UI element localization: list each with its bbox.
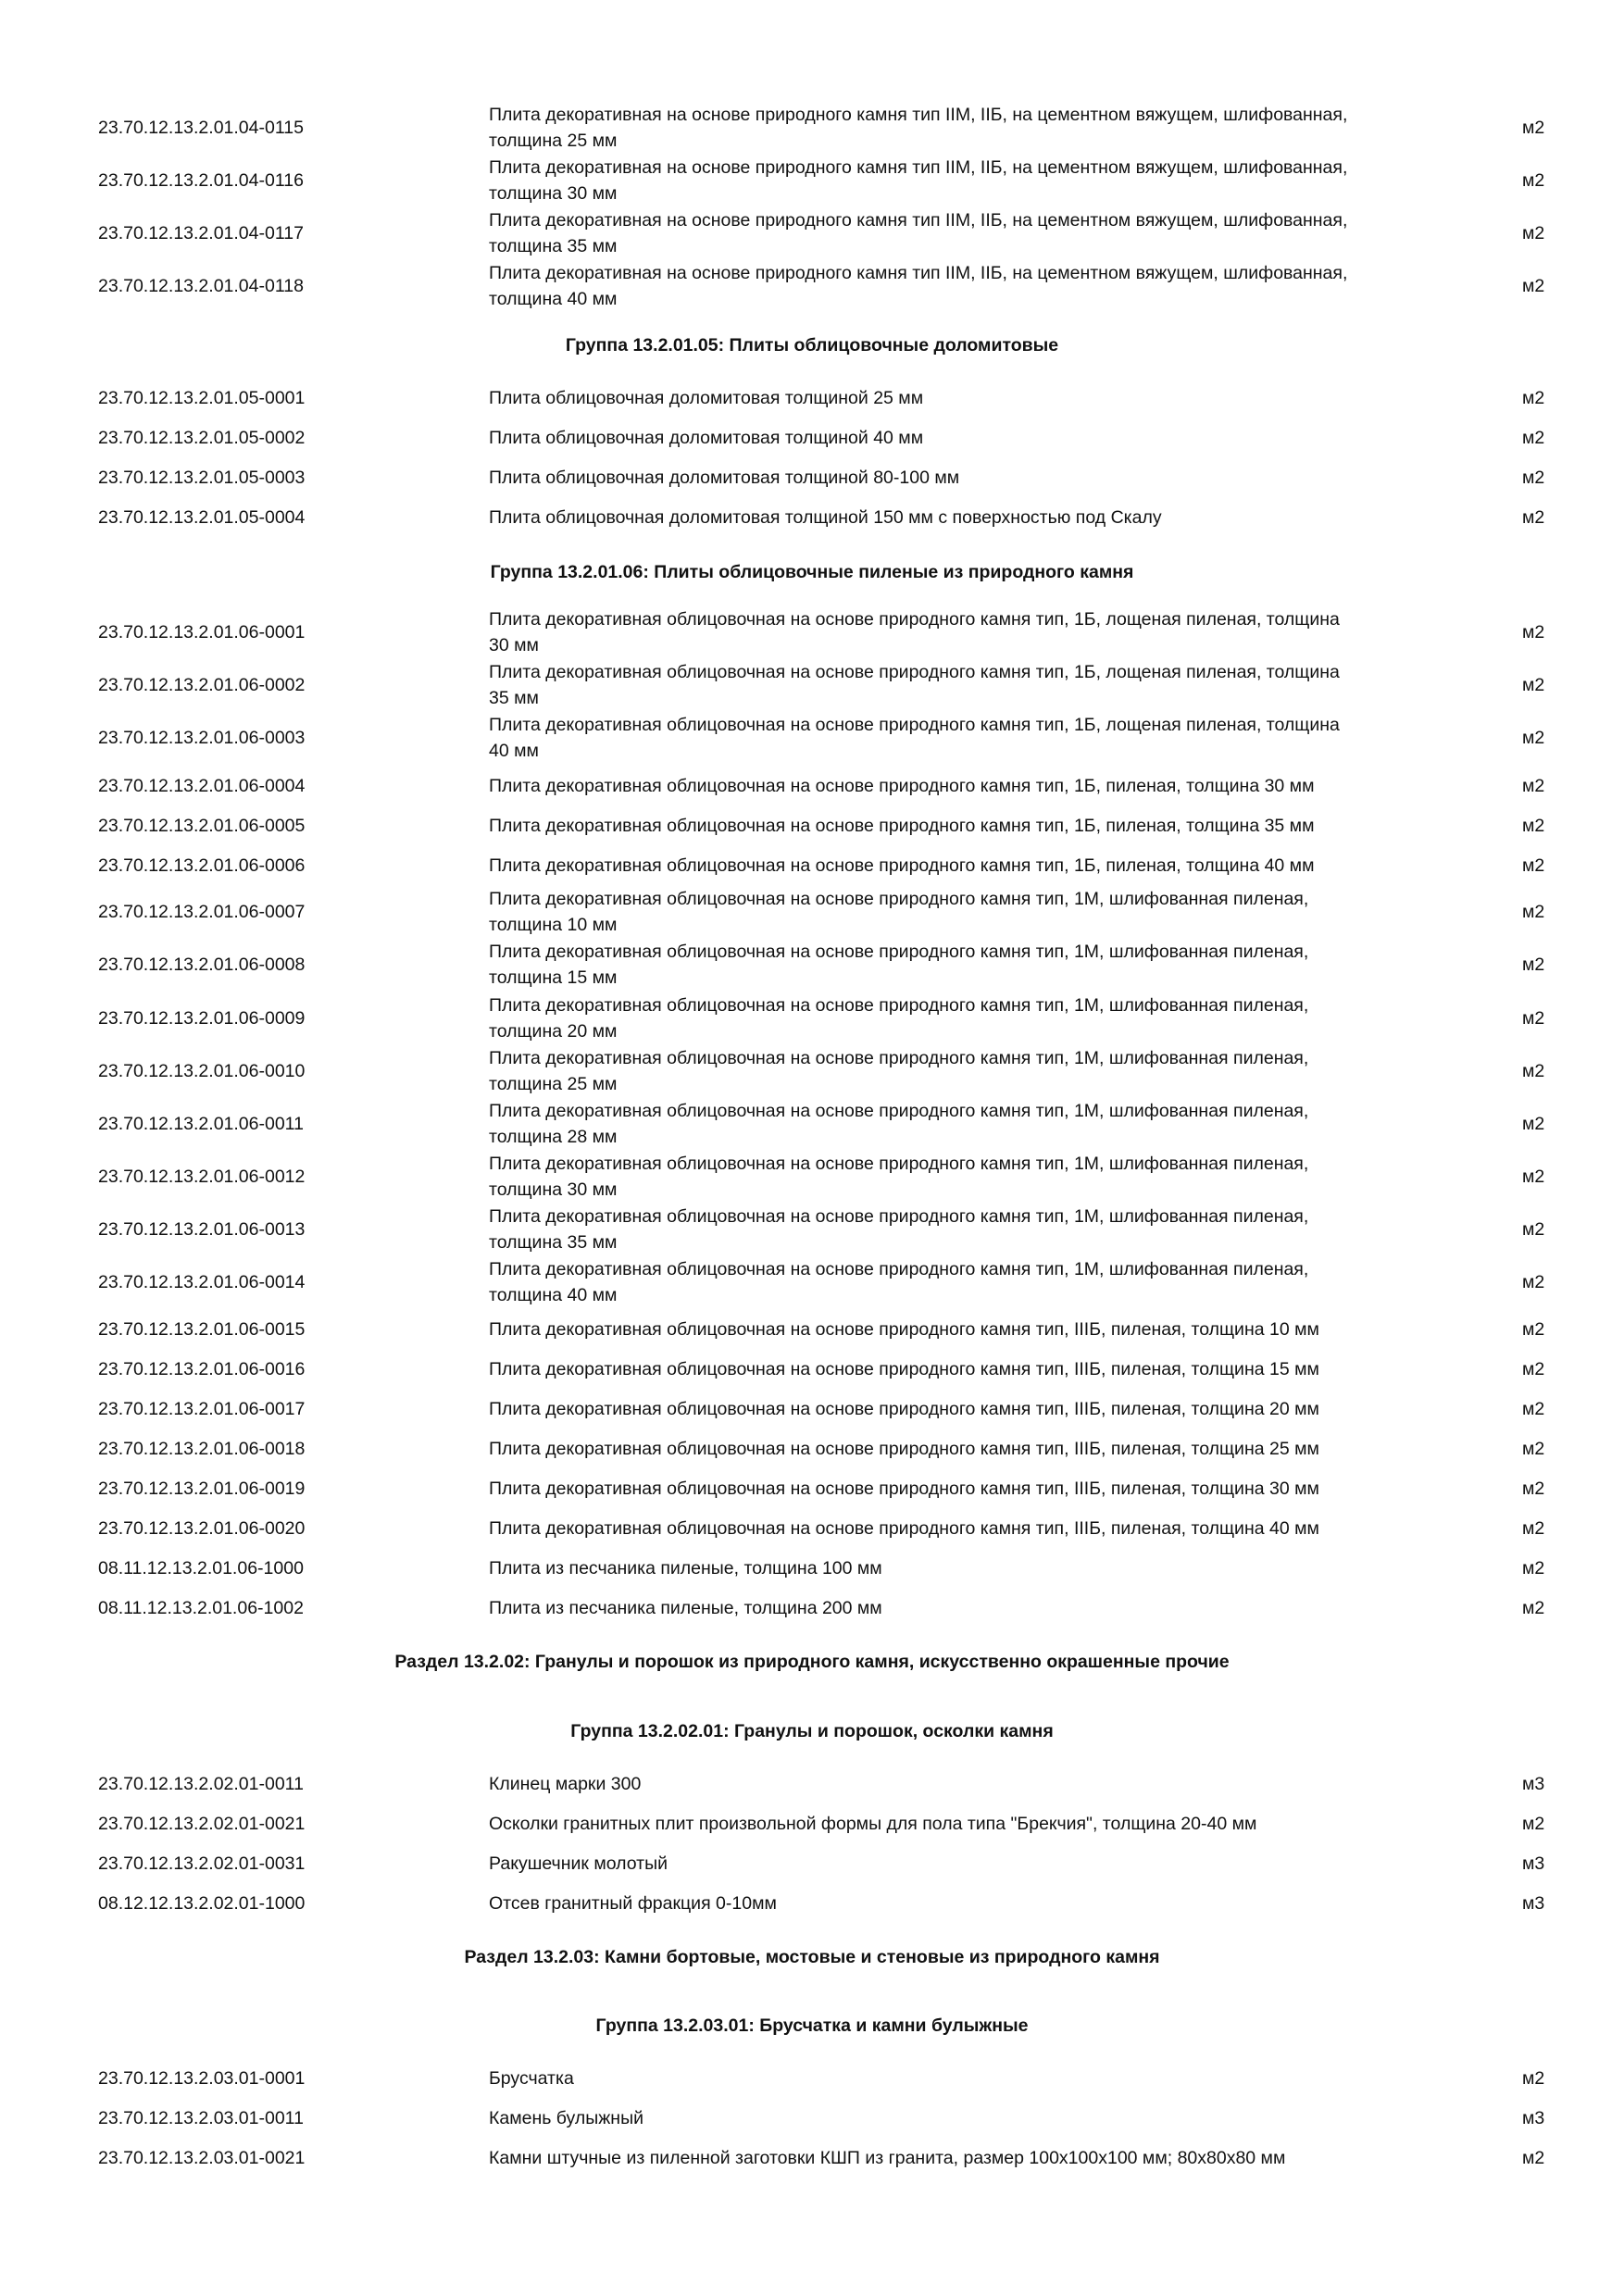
item-unit: м2 xyxy=(1522,1167,1545,1187)
item-unit: м2 xyxy=(1522,1061,1545,1081)
item-name: Осколки гранитных плит произвольной формы для пола типа "Брекчия", толщина 20-40 мм xyxy=(489,1814,1257,1834)
item-name: Плита декоративная облицовочная на основе природного камня тип, 1М, шлифованная пиленая, толщина 10 мм xyxy=(489,889,1309,935)
item-unit: м3 xyxy=(1522,1774,1545,1794)
item-unit: м2 xyxy=(1522,1114,1545,1134)
group-heading: Группа 13.2.01.06: Плиты облицовочные пиленые из природного камня xyxy=(490,562,1134,582)
item-name: Плита декоративная на основе природного камня тип IIМ, IIБ, на цементном вяжущем, шлифованная, толщина 35 мм xyxy=(489,210,1348,256)
item-code: 23.70.12.13.2.02.01-0011 xyxy=(98,1774,304,1794)
item-code: 23.70.12.13.2.01.06-0010 xyxy=(98,1061,306,1081)
item-unit: м2 xyxy=(1522,1219,1545,1240)
item-code: 23.70.12.13.2.01.05-0003 xyxy=(98,468,306,488)
item-name: Плита декоративная облицовочная на основе природного камня тип, 1Б, лощеная пиленая, толщина 35 мм xyxy=(489,662,1340,708)
item-name: Плита облицовочная доломитовая толщиной 150 мм с поверхностью под Скалу xyxy=(489,507,1162,528)
item-code: 23.70.12.13.2.01.06-0014 xyxy=(98,1272,306,1292)
item-unit: м3 xyxy=(1522,1893,1545,1914)
item-code: 23.70.12.13.2.01.06-0002 xyxy=(98,675,306,695)
item-code: 08.11.12.13.2.01.06-1000 xyxy=(98,1558,304,1578)
item-name: Плита из песчаника пиленые, толщина 100 мм xyxy=(489,1558,882,1578)
item-name: Плита декоративная на основе природного камня тип IIМ, IIБ, на цементном вяжущем, шлифованная, толщина 40 мм xyxy=(489,263,1348,309)
item-unit: м2 xyxy=(1522,170,1545,191)
item-code: 23.70.12.13.2.01.06-0015 xyxy=(98,1319,306,1340)
item-unit: м2 xyxy=(1522,855,1545,876)
item-name: Плита декоративная облицовочная на основе природного камня тип, IIIБ, пиленая, толщина 10 мм xyxy=(489,1319,1319,1340)
item-code: 23.70.12.13.2.01.06-0016 xyxy=(98,1359,306,1379)
item-code: 23.70.12.13.2.01.06-0001 xyxy=(98,622,306,643)
item-name: Плита декоративная облицовочная на основе природного камня тип, 1Б, лощеная пиленая, толщина 40 мм xyxy=(489,715,1340,761)
item-code: 23.70.12.13.2.01.06-0005 xyxy=(98,816,306,836)
item-unit: м2 xyxy=(1522,468,1545,488)
item-name: Камень булыжный xyxy=(489,2108,643,2128)
item-name: Плита декоративная облицовочная на основе природного камня тип, IIIБ, пиленая, толщина 25 мм xyxy=(489,1439,1319,1459)
item-unit: м2 xyxy=(1522,118,1545,138)
item-name: Плита декоративная облицовочная на основе природного камня тип, 1М, шлифованная пиленая, толщина 30 мм xyxy=(489,1154,1309,1200)
item-unit: м2 xyxy=(1522,776,1545,796)
item-code: 23.70.12.13.2.01.06-0017 xyxy=(98,1399,306,1419)
item-code: 23.70.12.13.2.01.06-0018 xyxy=(98,1439,306,1459)
item-code: 23.70.12.13.2.01.04-0118 xyxy=(98,276,304,296)
item-name: Плита из песчаника пиленые, толщина 200 мм xyxy=(489,1598,882,1618)
item-name: Плита облицовочная доломитовая толщиной 25 мм xyxy=(489,388,924,408)
item-unit: м2 xyxy=(1522,1319,1545,1340)
item-name: Плита декоративная облицовочная на основе природного камня тип, IIIБ, пиленая, толщина 15 мм xyxy=(489,1359,1319,1379)
item-unit: м2 xyxy=(1522,816,1545,836)
item-unit: м2 xyxy=(1522,1479,1545,1499)
item-code: 23.70.12.13.2.01.04-0116 xyxy=(98,170,304,191)
item-unit: м3 xyxy=(1522,2108,1545,2128)
item-code: 23.70.12.13.2.01.05-0001 xyxy=(98,388,306,408)
item-unit: м2 xyxy=(1522,1518,1545,1539)
item-code: 23.70.12.13.2.03.01-0011 xyxy=(98,2108,304,2128)
item-name: Плита декоративная облицовочная на основе природного камня тип, 1М, шлифованная пиленая, толщина 28 мм xyxy=(489,1101,1309,1147)
item-unit: м2 xyxy=(1522,728,1545,748)
item-code: 23.70.12.13.2.01.04-0115 xyxy=(98,118,304,138)
item-name: Плита декоративная облицовочная на основе природного камня тип, 1М, шлифованная пиленая, толщина 15 мм xyxy=(489,942,1309,988)
item-name: Плита декоративная облицовочная на основе природного камня тип, IIIБ, пиленая, толщина 20 мм xyxy=(489,1399,1319,1419)
item-code: 23.70.12.13.2.01.06-0012 xyxy=(98,1167,306,1187)
item-name: Плита облицовочная доломитовая толщиной 80-100 мм xyxy=(489,468,960,488)
item-unit: м2 xyxy=(1522,2148,1545,2168)
item-unit: м2 xyxy=(1522,675,1545,695)
item-unit: м2 xyxy=(1522,388,1545,408)
item-code: 23.70.12.13.2.02.01-0031 xyxy=(98,1853,306,1874)
section-heading: Раздел 13.2.02: Гранулы и порошок из природного камня, искусственно окрашенные прочие xyxy=(394,1652,1230,1672)
item-code: 23.70.12.13.2.01.06-0013 xyxy=(98,1219,306,1240)
item-code: 08.12.12.13.2.02.01-1000 xyxy=(98,1893,306,1914)
item-code: 23.70.12.13.2.01.06-0019 xyxy=(98,1479,306,1499)
item-unit: м2 xyxy=(1522,1272,1545,1292)
item-code: 23.70.12.13.2.03.01-0021 xyxy=(98,2148,306,2168)
item-name: Плита декоративная облицовочная на основе природного камня тип, IIIБ, пиленая, толщина 30 мм xyxy=(489,1479,1319,1499)
item-name: Плита декоративная облицовочная на основе природного камня тип, 1М, шлифованная пиленая, толщина 40 мм xyxy=(489,1259,1309,1305)
item-unit: м2 xyxy=(1522,622,1545,643)
item-code: 23.70.12.13.2.03.01-0001 xyxy=(98,2068,306,2089)
item-unit: м2 xyxy=(1522,2068,1545,2089)
item-name: Плита декоративная облицовочная на основе природного камня тип, 1Б, пиленая, толщина 40 мм xyxy=(489,855,1315,876)
item-unit: м2 xyxy=(1522,1598,1545,1618)
item-unit: м2 xyxy=(1522,902,1545,922)
item-name: Плита облицовочная доломитовая толщиной 40 мм xyxy=(489,428,924,448)
item-name: Отсев гранитный фракция 0-10мм xyxy=(489,1893,777,1914)
item-name: Ракушечник молотый xyxy=(489,1853,668,1874)
item-code: 23.70.12.13.2.01.06-0011 xyxy=(98,1114,304,1134)
item-code: 23.70.12.13.2.01.06-0009 xyxy=(98,1008,306,1029)
item-code: 23.70.12.13.2.01.06-0003 xyxy=(98,728,306,748)
item-name: Плита декоративная на основе природного камня тип IIМ, IIБ, на цементном вяжущем, шлифованная, толщина 30 мм xyxy=(489,157,1348,204)
item-name: Плита декоративная облицовочная на основе природного камня тип, 1М, шлифованная пиленая, толщина 25 мм xyxy=(489,1048,1309,1094)
item-name: Плита декоративная облицовочная на основе природного камня тип, IIIБ, пиленая, толщина 40 мм xyxy=(489,1518,1319,1539)
item-code: 23.70.12.13.2.01.05-0002 xyxy=(98,428,306,448)
item-unit: м2 xyxy=(1522,276,1545,296)
item-unit: м2 xyxy=(1522,1558,1545,1578)
item-code: 23.70.12.13.2.01.06-0007 xyxy=(98,902,306,922)
group-heading: Группа 13.2.03.01: Брусчатка и камни булыжные xyxy=(595,2015,1029,2036)
item-name: Плита декоративная облицовочная на основе природного камня тип, 1М, шлифованная пиленая, толщина 35 мм xyxy=(489,1206,1309,1253)
item-name: Плита декоративная облицовочная на основе природного камня тип, 1Б, пиленая, толщина 35 мм xyxy=(489,816,1315,836)
item-code: 23.70.12.13.2.01.05-0004 xyxy=(98,507,306,528)
item-unit: м2 xyxy=(1522,428,1545,448)
item-name: Плита декоративная облицовочная на основе природного камня тип, 1М, шлифованная пиленая, толщина 20 мм xyxy=(489,995,1309,1042)
item-name: Брусчатка xyxy=(489,2068,574,2089)
item-name: Клинец марки 300 xyxy=(489,1774,642,1794)
group-heading: Группа 13.2.02.01: Гранулы и порошок, осколки камня xyxy=(570,1721,1054,1741)
item-unit: м2 xyxy=(1522,1814,1545,1834)
item-code: 23.70.12.13.2.02.01-0021 xyxy=(98,1814,306,1834)
item-name: Плита декоративная облицовочная на основе природного камня тип, 1Б, лощеная пиленая, толщина 30 мм xyxy=(489,609,1340,655)
item-unit: м2 xyxy=(1522,1399,1545,1419)
group-heading: Группа 13.2.01.05: Плиты облицовочные доломитовые xyxy=(565,335,1059,356)
item-name: Плита декоративная на основе природного камня тип IIМ, IIБ, на цементном вяжущем, шлифованная, толщина 25 мм xyxy=(489,105,1348,151)
item-code: 23.70.12.13.2.01.06-0008 xyxy=(98,955,306,975)
item-code: 23.70.12.13.2.01.06-0020 xyxy=(98,1518,306,1539)
item-code: 08.11.12.13.2.01.06-1002 xyxy=(98,1598,304,1618)
item-unit: м2 xyxy=(1522,1439,1545,1459)
item-unit: м3 xyxy=(1522,1853,1545,1874)
item-unit: м2 xyxy=(1522,223,1545,243)
item-code: 23.70.12.13.2.01.06-0006 xyxy=(98,855,306,876)
section-heading: Раздел 13.2.03: Камни бортовые, мостовые и стеновые из природного камня xyxy=(464,1947,1160,1967)
item-code: 23.70.12.13.2.01.04-0117 xyxy=(98,223,304,243)
item-name: Плита декоративная облицовочная на основе природного камня тип, 1Б, пиленая, толщина 30 мм xyxy=(489,776,1315,796)
item-unit: м2 xyxy=(1522,955,1545,975)
item-unit: м2 xyxy=(1522,507,1545,528)
item-unit: м2 xyxy=(1522,1008,1545,1029)
item-code: 23.70.12.13.2.01.06-0004 xyxy=(98,776,306,796)
item-name: Камни штучные из пиленной заготовки КШП из гранита, размер 100х100х100 мм; 80х80х80 мм xyxy=(489,2148,1286,2168)
item-unit: м2 xyxy=(1522,1359,1545,1379)
